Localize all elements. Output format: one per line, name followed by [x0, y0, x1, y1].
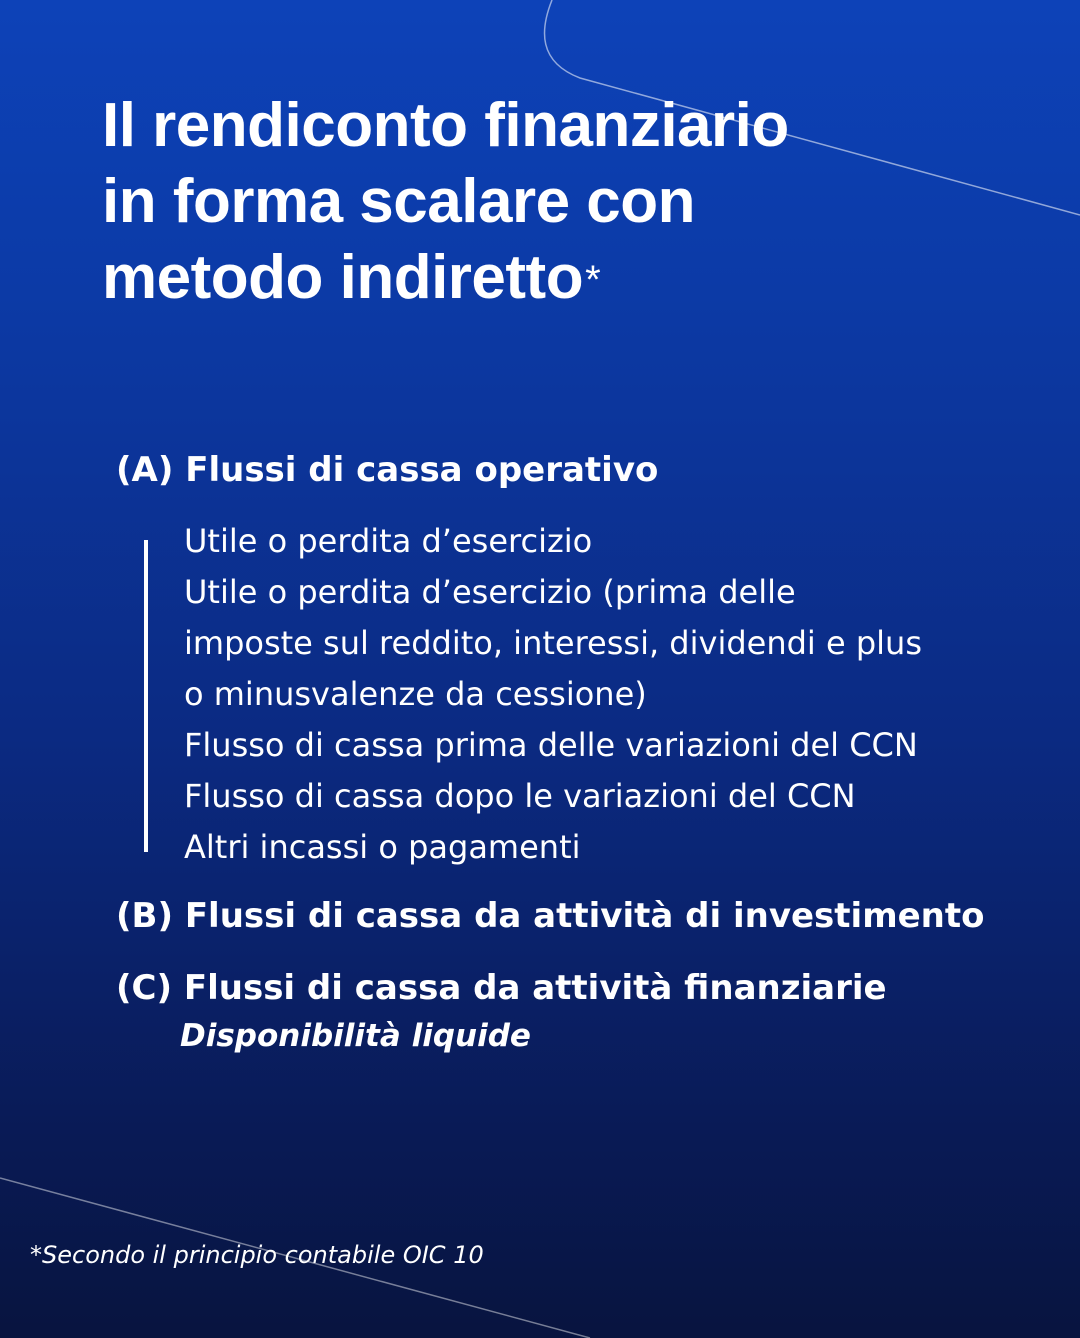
list-item: Utile o perdita d’esercizio: [184, 522, 593, 560]
section-c-subtitle: Disponibilità liquide: [180, 1018, 531, 1054]
title-line-3: [102, 240, 789, 316]
section-c-heading: (C) Flussi di cassa da attività finanziarie: [116, 968, 887, 1008]
footnote: *Secondo il principio contabile OIC 10: [30, 1241, 484, 1269]
list-item: Flusso di cassa dopo le variazioni del CCN: [184, 777, 856, 815]
section-a-vertical-bar: [144, 540, 148, 852]
list-item: imposte sul reddito, interessi, dividendi e plus: [184, 624, 922, 662]
page-title: [102, 88, 789, 316]
title-line-1: Il rendiconto finanziario: [102, 91, 789, 160]
list-item: o minusvalenze da cessione): [184, 675, 647, 713]
title-asterisk: *: [585, 258, 601, 302]
section-b-heading: (B) Flussi di cassa da attività di investimento: [116, 896, 985, 936]
section-a-heading: (A) Flussi di cassa operativo: [116, 450, 659, 490]
list-item: Flusso di cassa prima delle variazioni del CCN: [184, 726, 918, 764]
section-a-items: [184, 516, 984, 873]
list-item: Altri incassi o pagamenti: [184, 828, 581, 866]
list-item: Utile o perdita d’esercizio (prima delle: [184, 573, 796, 611]
title-line-3-text: metodo indiretto: [102, 243, 584, 312]
title-line-2: in forma scalare con: [102, 167, 696, 236]
